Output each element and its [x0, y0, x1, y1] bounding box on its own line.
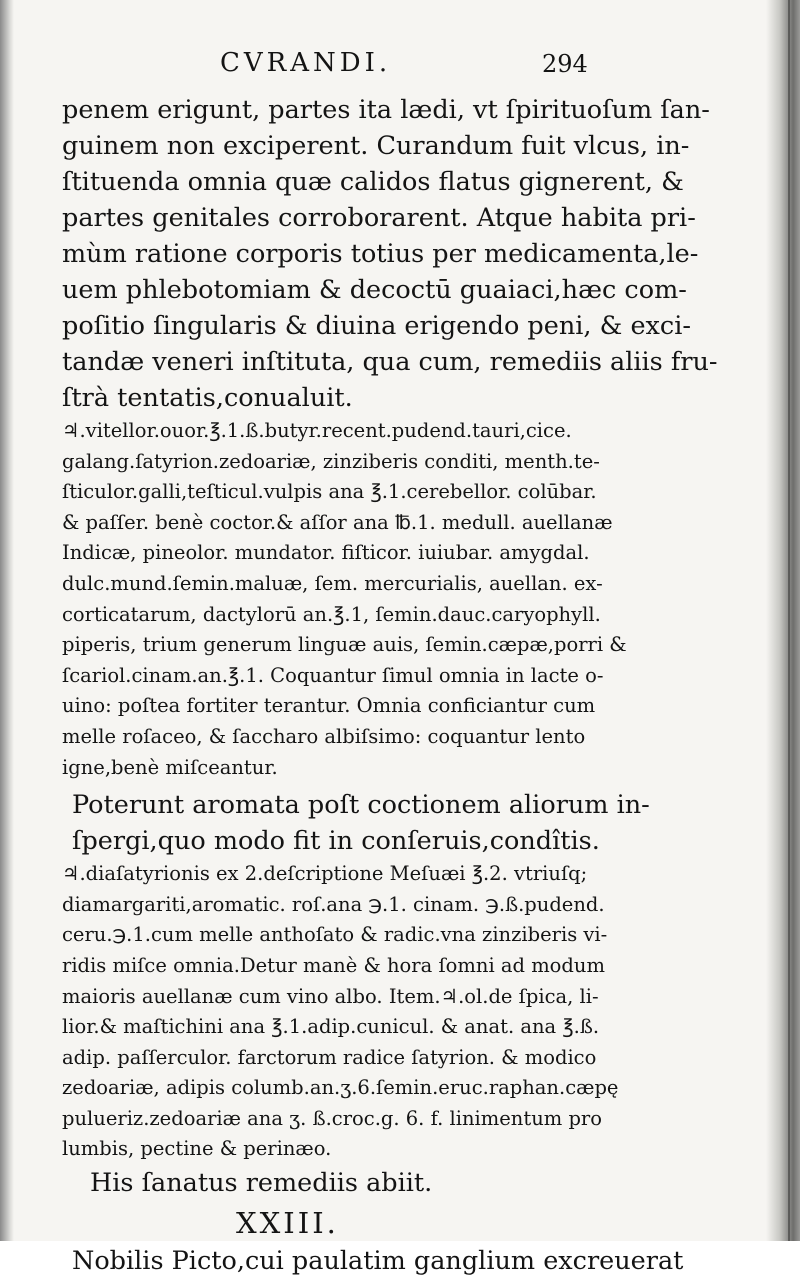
- recipe-line: ridis miſce omnia.Detur manè & hora ſomni ad modum: [62, 953, 605, 977]
- recipe-line: maioris auellanæ cum vino albo. Item.♃.ol.de ſpica, li-: [62, 984, 599, 1008]
- recipe-line: igne,benè miſceantur.: [62, 755, 278, 779]
- text-line: ſpergi,quo modo fit in conſeruis,condîtis.: [72, 826, 600, 857]
- recipe-line: melle roſaceo, & ſaccharo albiſsimo: coquantur lento: [62, 724, 586, 748]
- recipe-line: corticatarum, dactylorū an.℥.1, ſemin.dauc.caryophyll.: [62, 602, 601, 626]
- recipe-line: & paſſer. benè coctor.& aſſor ana ℔.1. medull. auellanæ: [62, 510, 613, 534]
- recipe-line: pulueriz.zedoariæ ana ʒ. ß.croc.g. 6. f. linimentum pro: [62, 1106, 602, 1130]
- recipe-line: ſticulor.galli,teſticul.vulpis ana ℥.1.cerebellor. colūbar.: [62, 480, 597, 504]
- text-line: uem phlebotomiam & decoctū guaiaci,hæc com-: [62, 275, 687, 305]
- text-line: ſtrà tentatis,conualuit.: [62, 383, 353, 413]
- recipe-line: lumbis, pectine & perinæo.: [62, 1137, 332, 1161]
- recipe-line: diamargariti,aromatic. roſ.ana ℈.1. cinam. ℈.ß.pudend.: [62, 892, 605, 916]
- recipe-line: ceru.℈.1.cum melle anthoſato & radic.vna zinziberis vi-: [62, 923, 608, 947]
- page-right-edge-shadow: [766, 0, 800, 1241]
- recipe-line: ♃.vitellor.ouor.℥.1.ß.butyr.recent.pudend.tauri,cice.: [62, 419, 572, 442]
- text-line: ſtituenda omnia quæ calidos flatus gignerent, &: [62, 167, 684, 197]
- text-line: poſitio ſingularis & diuina erigendo peni, & exci-: [62, 311, 691, 341]
- page-header: [200, 44, 600, 84]
- recipe-line: galang.ſatyrion.zedoariæ, zinziberis conditi, menth.te-: [62, 449, 600, 473]
- text-line: guinem non exciperent. Curandum fuit vlcus, in-: [62, 131, 690, 161]
- binding-edge-line: [788, 0, 790, 1241]
- main-text-block: [62, 92, 762, 1279]
- page-left-edge-shadow: [0, 0, 14, 1241]
- recipe-line: zedoariæ, adipis columb.an.ʒ.6.ſemin.eruc.raphan.cæpę: [62, 1076, 619, 1100]
- paragraph-3: His ſanatus remediis abiit.: [90, 1168, 433, 1199]
- recipe-line: ſcariol.cinam.an.℥.1. Coquantur ſimul omnia in lacte o-: [62, 663, 604, 687]
- text-line: penem erigunt, partes ita lædi, vt ſpirituoſum ſan-: [62, 95, 710, 125]
- paragraph-1: [62, 92, 762, 416]
- recipe-2: [62, 859, 762, 1165]
- paragraph-4: Nobilis Picto,cui paulatim ganglium excreuerat: [72, 1246, 684, 1277]
- recipe-1: [62, 416, 762, 783]
- section-heading: XXIII.: [236, 1206, 339, 1241]
- text-line: tandæ veneri inſtituta, qua cum, remediis aliis fru-: [62, 347, 718, 377]
- paragraph-2: [62, 787, 762, 859]
- recipe-line: lior.& maſtichini ana ℥.1.adip.cunicul. & anat. ana ℥.ß.: [62, 1015, 600, 1039]
- text-line: mùm ratione corporis totius per medicamenta,le-: [62, 239, 699, 269]
- page-number: 294: [542, 50, 588, 78]
- recipe-line: uino: poſtea fortiter terantur. Omnia conficiantur cum: [62, 694, 596, 718]
- recipe-line: dulc.mund.ſemin.maluæ, ſem. mercurialis, auellan. ex-: [62, 571, 603, 595]
- recipe-line: ♃.diaſatyrionis ex 2.deſcriptione Meſuæi ℥.2. vtriuſq;: [62, 862, 588, 886]
- running-head: CVRANDI.: [220, 48, 392, 78]
- recipe-line: Indicæ, pineolor. mundator. fiſticor. iuiubar. amygdal.: [62, 541, 590, 565]
- recipe-line: adip. paſſerculor. farctorum radice ſatyrion. & modico: [62, 1045, 597, 1069]
- text-line: Poterunt aromata poſt coctionem aliorum in-: [72, 790, 650, 821]
- recipe-line: piperis, trium generum linguæ auis, ſemin.cæpæ,porri &: [62, 633, 627, 657]
- text-line: partes genitales corroborarent. Atque habita pri-: [62, 203, 696, 233]
